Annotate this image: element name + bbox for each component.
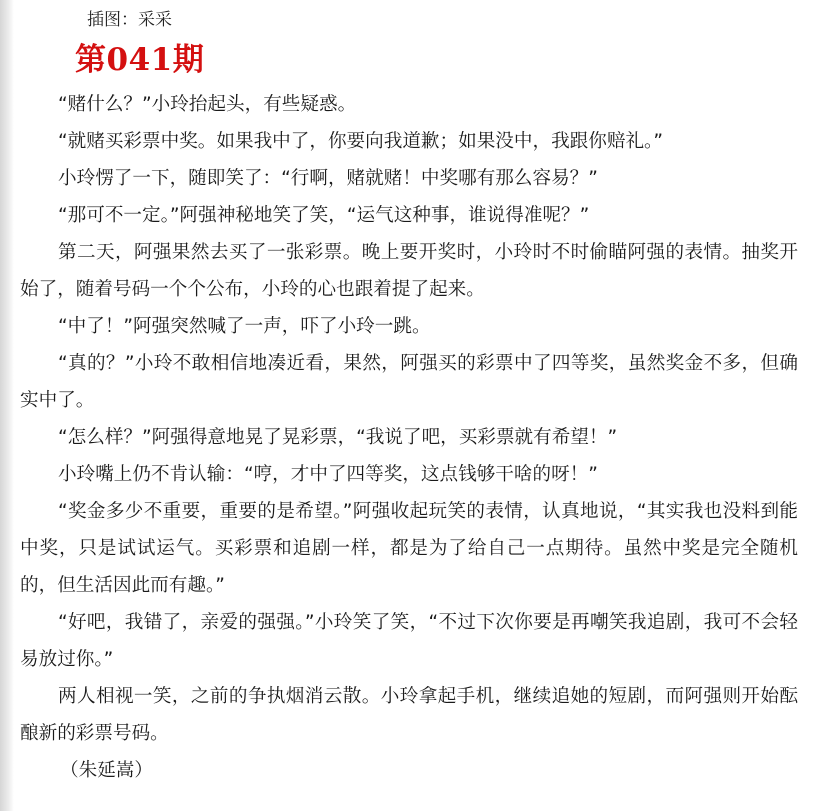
paragraph: “怎么样？”阿强得意地晃了晃彩票，“我说了吧，买彩票就有希望！” [58,427,618,448]
illustrator-credit: 插图：采采 [87,10,172,30]
paragraph: 第二天，阿强果然去买了一张彩票。晚上要开奖时，小玲时不时偷瞄阿强的表情。抽奖开始了，随着号码一个个公布，小玲的心也跟着提了起来。 [20,242,798,300]
paragraph: “真的？”小玲不敢相信地凑近看，果然，阿强买的彩票中了四等奖，虽然奖金不多，但确实中了。 [20,353,798,411]
paragraph: “赌什么？”小玲抬起头，有些疑惑。 [58,94,357,115]
paragraph: “奖金多少不重要，重要的是希望。”阿强收起玩笑的表情，认真地说，“其实我也没料到能中奖，只是试试运气。买彩票和追剧一样，都是为了给自己一点期待。虽然中奖是完全随机的，但生活因此而有趣。” [20,501,798,596]
author-signature: （朱延嵩） [60,760,153,781]
issue-title: 第041期 [75,42,205,78]
paragraph: “就赌买彩票中奖。如果我中了，你要向我道歉；如果没中，我跟你赔礼。” [58,131,663,152]
story-body [20,86,798,789]
paragraph: 小玲嘴上仍不肯认输：“哼，才中了四等奖，这点钱够干啥的呀！” [58,464,598,485]
paragraph: “那可不一定。”阿强神秘地笑了笑，“运气这种事，谁说得准呢？” [58,205,590,226]
paragraph: 两人相视一笑，之前的争执烟消云散。小玲拿起手机，继续追她的短剧，而阿强则开始酝酿新的彩票号码。 [20,686,798,744]
paragraph: 小玲愣了一下，随即笑了：“行啊，赌就赌！中奖哪有那么容易？” [58,168,598,189]
paragraph: “中了！”阿强突然喊了一声，吓了小玲一跳。 [58,316,431,337]
page-edge-shadow [0,0,14,811]
paragraph: “好吧，我错了，亲爱的强强。”小玲笑了笑，“不过下次你要是再嘲笑我追剧，我可不会轻易放过你。” [20,612,798,670]
